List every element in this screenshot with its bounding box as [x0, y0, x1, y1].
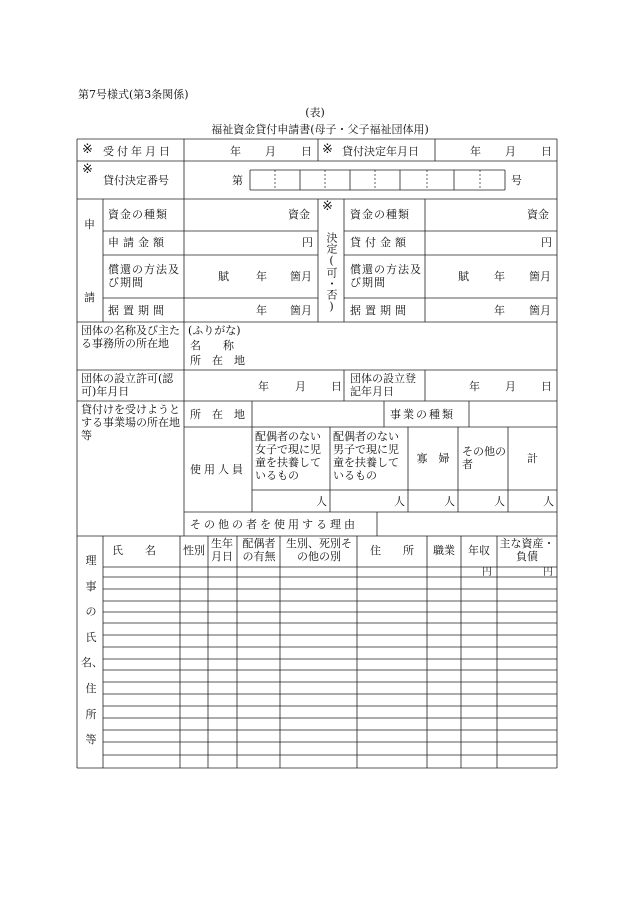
dec-installment: 賦 — [458, 270, 469, 283]
app-fund-unit: 資金 — [288, 208, 310, 221]
dir-income-yen: 円 — [482, 567, 492, 578]
app-installment: 賦 — [218, 270, 229, 283]
dir-assets-yen: 円 — [543, 567, 553, 578]
decision-number-prefix: 第 — [232, 174, 243, 187]
org-label: 団体の名称及び主たる事務所の所在地 — [81, 324, 180, 350]
col-other-header: その他の者 — [462, 445, 506, 471]
dir-header-gender: 性別 — [183, 544, 205, 557]
decision-date-label: 貸付決定年月日 — [342, 145, 419, 158]
person-widow: 人 — [444, 495, 455, 508]
dir-header-address: 住 所 — [370, 544, 414, 557]
application-side-top: 申 — [84, 218, 95, 231]
received-month: 月 — [265, 145, 276, 158]
dir-header-birth: 生年月日 — [211, 537, 233, 563]
org-furigana: (ふりがな) — [188, 324, 241, 337]
decision-number-suffix: 号 — [511, 174, 522, 187]
decision-day: 日 — [541, 145, 552, 158]
mark-decision-date: ※ — [322, 142, 333, 157]
app-repay-label: 償還の方法及び期間 — [108, 263, 180, 289]
decision-vertical-label: 決定(可・否) — [325, 232, 338, 313]
received-year: 年 — [230, 145, 241, 158]
dec-deferral-year: 年 — [494, 304, 505, 317]
decision-month: 月 — [505, 145, 516, 158]
business-label: 貸付けを受けようとする事業場の所在地等 — [81, 403, 180, 442]
established-year: 年 — [258, 380, 269, 393]
dec-repay-months: 箇月 — [529, 270, 551, 283]
app-amount-label: 申請金額 — [108, 236, 168, 249]
person-female: 人 — [316, 495, 327, 508]
org-name-label: 名 称 — [190, 339, 234, 352]
app-deferral-label: 据置期間 — [108, 304, 168, 317]
business-location-label: 所 在 地 — [190, 408, 245, 421]
dir-header-income: 年収 — [468, 544, 490, 557]
received-date-label: 受付年月日 — [103, 145, 173, 158]
employees-label: 使用人員 — [190, 463, 246, 476]
decision-year: 年 — [470, 145, 481, 158]
dec-repay-year: 年 — [494, 270, 505, 283]
decision-number-label: 貸付決定番号 — [103, 174, 169, 187]
form-side: (表) — [305, 106, 325, 119]
established-day: 日 — [331, 380, 342, 393]
person-male: 人 — [394, 495, 405, 508]
col-male-header: 配偶者のない男子で現に児童を扶養しているもの — [333, 430, 399, 482]
app-deferral-months: 箇月 — [290, 304, 312, 317]
application-side-bottom: 請 — [84, 291, 95, 304]
dir-header-spouse: 配偶者の有無 — [242, 537, 276, 563]
directors-side-label: 理事の氏名、住所等 — [81, 554, 103, 747]
business-type-label: 事業の種類 — [390, 408, 455, 421]
mark-received: ※ — [82, 142, 93, 157]
form-title: 福祉資金貸付申請書(母子・父子福祉団体用) — [211, 123, 429, 136]
dec-deferral-label: 据置期間 — [350, 304, 410, 317]
person-total: 人 — [543, 495, 554, 508]
registration-label: 団体の設立登記年月日 — [350, 372, 416, 398]
dec-amount-label: 貸付金額 — [350, 236, 410, 249]
app-repay-months: 箇月 — [290, 270, 312, 283]
org-address-label: 所 在 地 — [190, 354, 245, 367]
dec-fund-type-label: 資金の種類 — [350, 208, 410, 221]
app-repay-year: 年 — [256, 270, 267, 283]
col-total-header: 計 — [527, 452, 538, 465]
dec-fund-unit: 資金 — [527, 208, 549, 221]
dir-header-separation: 生別、死別その他の別 — [286, 537, 352, 563]
dir-header-name: 氏 名 — [112, 544, 156, 557]
received-day: 日 — [301, 145, 312, 158]
dec-yen: 円 — [541, 236, 552, 249]
app-fund-type-label: 資金の種類 — [108, 208, 168, 221]
col-widow-header: 寡 婦 — [416, 452, 450, 465]
registration-year: 年 — [469, 380, 480, 393]
app-yen: 円 — [302, 236, 313, 249]
registration-day: 日 — [541, 380, 552, 393]
person-other: 人 — [494, 495, 505, 508]
mark-decision: ※ — [322, 199, 333, 214]
established-month: 月 — [295, 380, 306, 393]
registration-month: 月 — [505, 380, 516, 393]
dir-header-occupation: 職業 — [433, 544, 455, 557]
app-deferral-year: 年 — [256, 304, 267, 317]
col-female-header: 配偶者のない女子で現に児童を扶養しているもの — [255, 430, 321, 482]
established-label: 団体の設立許可(認可)年月日 — [81, 372, 174, 398]
dir-header-assets: 主な資産・負債 — [499, 537, 555, 563]
form-number: 第7号様式(第3条関係) — [78, 88, 189, 101]
reason-label: その他の者を使用する理由 — [190, 518, 358, 531]
mark-decision-number: ※ — [82, 162, 93, 177]
dec-repay-label: 償還の方法及び期間 — [350, 263, 422, 289]
dec-deferral-months: 箇月 — [529, 304, 551, 317]
